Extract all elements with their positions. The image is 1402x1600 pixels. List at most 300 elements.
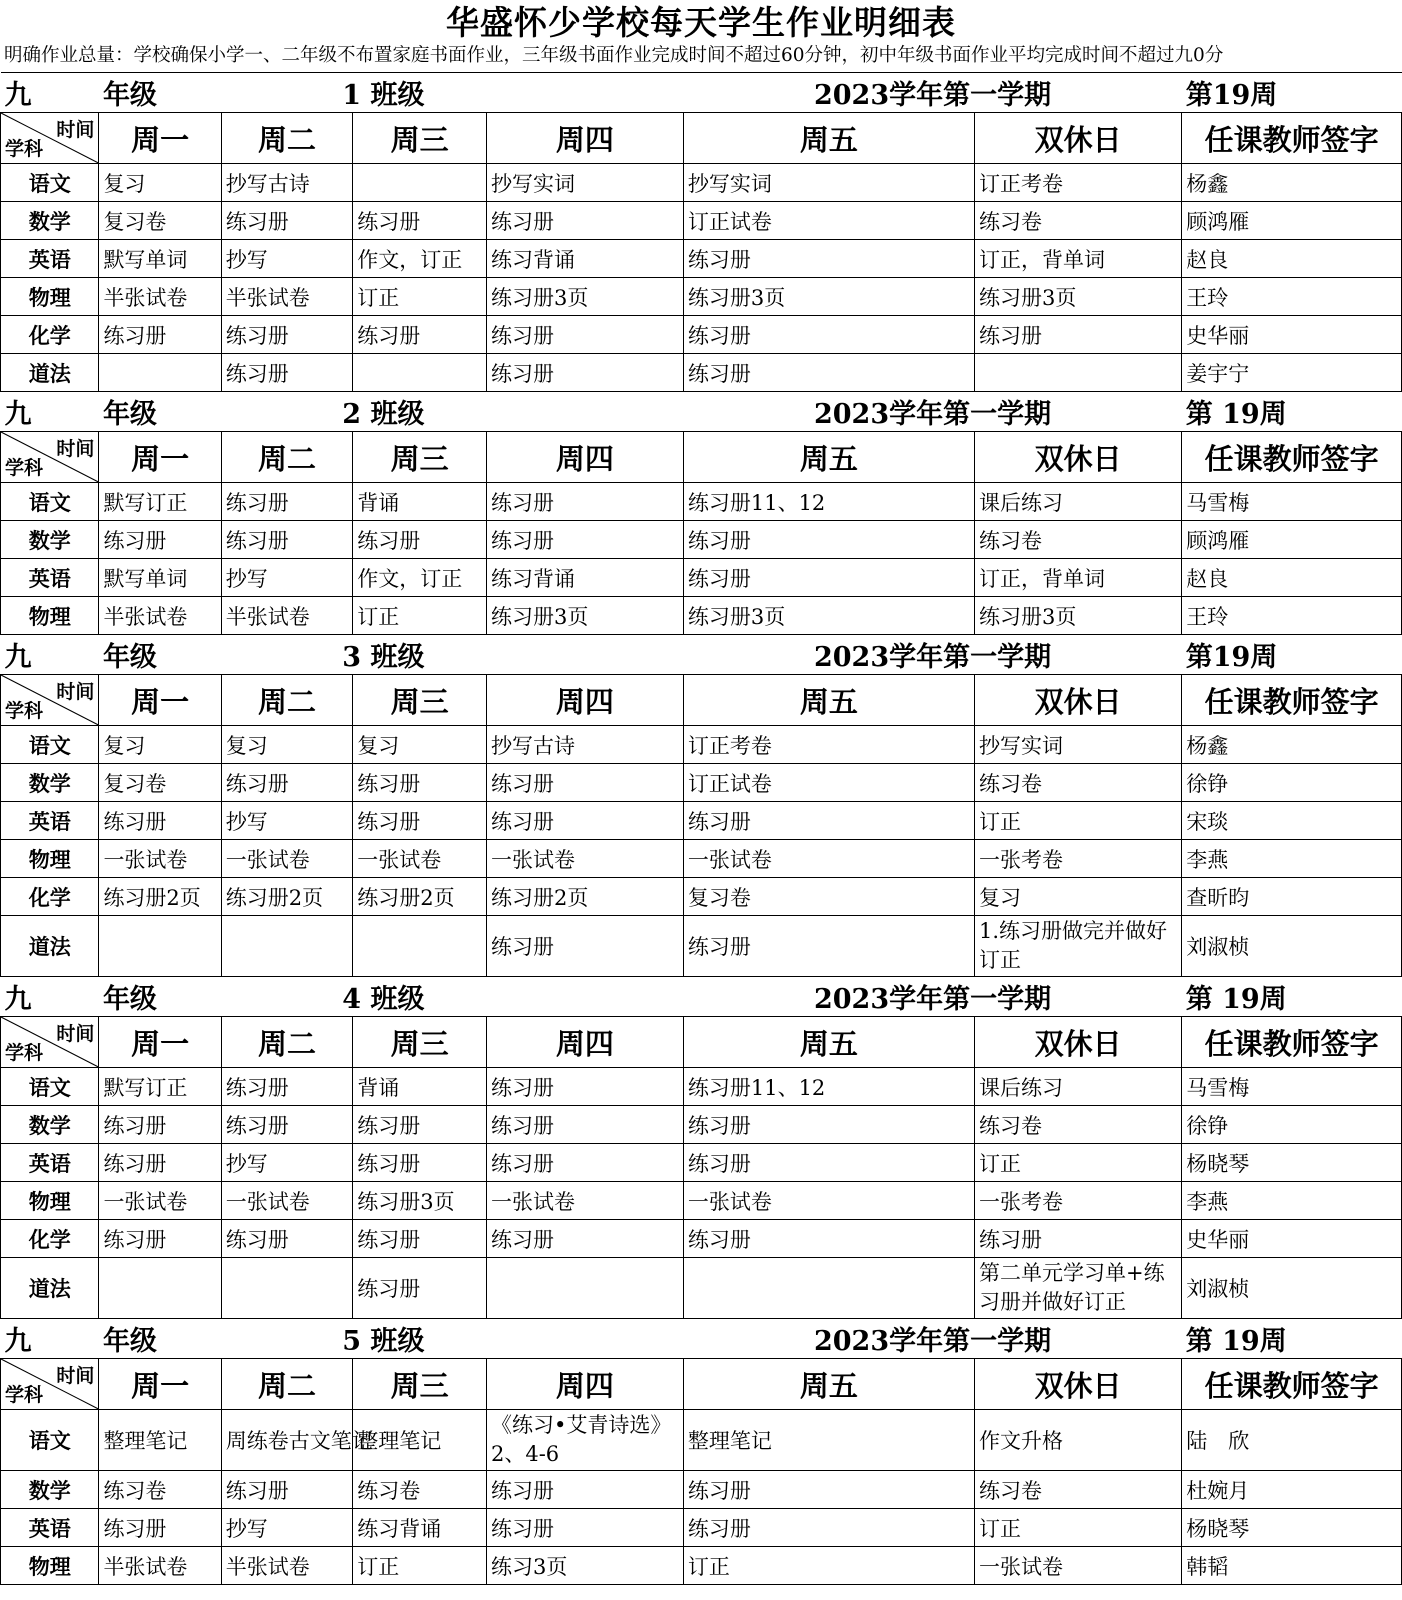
subject-name: 语文	[1, 164, 99, 202]
homework-cell: 默写单词	[99, 240, 221, 278]
homework-cell: 练习册	[221, 1220, 353, 1258]
class-no: 1	[342, 80, 371, 111]
day-header: 双休日	[975, 432, 1182, 483]
subject-row	[1, 1144, 1402, 1182]
homework-cell: 订正	[353, 597, 487, 635]
homework-cell: 复习卷	[99, 764, 221, 802]
teacher-signature: 马雪梅	[1182, 1068, 1402, 1106]
teacher-signature: 杨鑫	[1182, 726, 1402, 764]
homework-cell: 练习卷	[99, 1471, 221, 1509]
teacher-signature: 杨晓琴	[1182, 1509, 1402, 1547]
subject-name: 英语	[1, 1509, 99, 1547]
homework-cell: 作文升格	[975, 1410, 1182, 1471]
subject-name: 语文	[1, 1410, 99, 1471]
homework-cell: 复习	[99, 164, 221, 202]
term-label: 2023学年第一学期	[683, 73, 1181, 113]
homework-cell: 作文，订正	[353, 559, 487, 597]
class-label: 班级	[370, 80, 425, 111]
diagonal-header-cell	[1, 1359, 99, 1410]
day-header: 双休日	[975, 1359, 1182, 1410]
homework-cell: 练习册	[221, 764, 353, 802]
subject-row	[1, 1220, 1402, 1258]
diag-subject-label: 学科	[5, 138, 44, 160]
homework-cell: 练习册3页	[975, 278, 1182, 316]
homework-cell: 练习册3页	[486, 278, 683, 316]
diagonal-header-cell	[1, 113, 99, 164]
homework-cell: 练习册	[221, 1471, 353, 1509]
teacher-signature: 赵良	[1182, 559, 1402, 597]
term-label: 2023学年第一学期	[683, 977, 1181, 1017]
homework-cell: 《练习•艾青诗选》2、4-6	[486, 1410, 683, 1471]
homework-cell: 练习册	[353, 316, 487, 354]
day-header: 周三	[353, 1359, 487, 1410]
term-label: 2023学年第一学期	[683, 635, 1181, 675]
diagonal-header-cell	[1, 675, 99, 726]
homework-cell: 练习册	[221, 521, 353, 559]
subject-row	[1, 726, 1402, 764]
subject-name: 物理	[1, 1547, 99, 1585]
spacer	[486, 73, 683, 113]
teacher-signature: 李燕	[1182, 1182, 1402, 1220]
homework-cell: 练习册	[221, 483, 353, 521]
homework-cell: 练习册	[486, 802, 683, 840]
homework-cell: 练习册2页	[353, 878, 487, 916]
teacher-signature: 刘淑桢	[1182, 1258, 1402, 1319]
homework-cell: 练习卷	[975, 202, 1182, 240]
subject-row	[1, 1106, 1402, 1144]
homework-cell: 练习册	[99, 1509, 221, 1547]
grade-label: 年级	[99, 73, 221, 113]
homework-cell: 抄写	[221, 559, 353, 597]
homework-cell: 练习册	[683, 916, 974, 977]
subject-name: 数学	[1, 521, 99, 559]
subject-row	[1, 1410, 1402, 1471]
day-header-row	[1, 1359, 1402, 1410]
subject-name: 化学	[1, 1220, 99, 1258]
day-header-row	[1, 432, 1402, 483]
class-label: 班级	[370, 984, 425, 1015]
week-label: 第 19周	[1182, 1319, 1402, 1359]
teacher-signature: 杨晓琴	[1182, 1144, 1402, 1182]
homework-cell: 订正试卷	[683, 764, 974, 802]
teacher-signature: 史华丽	[1182, 316, 1402, 354]
subject-name: 英语	[1, 559, 99, 597]
subject-row	[1, 1068, 1402, 1106]
homework-cell: 一张试卷	[99, 840, 221, 878]
homework-cell: 抄写古诗	[486, 726, 683, 764]
week-label: 第 19周	[1182, 392, 1402, 432]
teacher-header: 任课教师签字	[1182, 1359, 1402, 1410]
day-header: 周五	[683, 432, 974, 483]
homework-cell: 订正	[975, 802, 1182, 840]
grade-label: 年级	[99, 1319, 221, 1359]
diag-time-label: 时间	[56, 1365, 95, 1387]
homework-cell: 练习册	[486, 521, 683, 559]
homework-cell: 一张试卷	[683, 1182, 974, 1220]
homework-cell	[353, 354, 487, 392]
homework-cell: 复习	[221, 726, 353, 764]
subject-name: 物理	[1, 597, 99, 635]
day-header: 周二	[221, 675, 353, 726]
homework-cell: 练习册	[683, 316, 974, 354]
homework-cell	[99, 354, 221, 392]
subject-row	[1, 1509, 1402, 1547]
homework-cell: 一张试卷	[221, 1182, 353, 1220]
grade-label: 年级	[99, 635, 221, 675]
subject-name: 物理	[1, 1182, 99, 1220]
homework-cell: 练习册	[486, 1144, 683, 1182]
homework-cell: 1.练习册做完并做好订正	[975, 916, 1182, 977]
homework-cell: 第二单元学习单+练习册并做好订正	[975, 1258, 1182, 1319]
teacher-signature: 杨鑫	[1182, 164, 1402, 202]
homework-cell: 练习册	[221, 316, 353, 354]
homework-cell: 练习卷	[975, 1106, 1182, 1144]
homework-cell	[221, 1258, 353, 1319]
homework-cell: 一张试卷	[99, 1182, 221, 1220]
homework-cell: 练习册	[486, 1106, 683, 1144]
homework-cell: 练习册3页	[683, 597, 974, 635]
class-header-row	[1, 73, 1402, 113]
teacher-header: 任课教师签字	[1182, 675, 1402, 726]
homework-cell: 练习册11、12	[683, 1068, 974, 1106]
homework-cell: 练习册	[486, 202, 683, 240]
day-header: 周五	[683, 113, 974, 164]
subject-row	[1, 521, 1402, 559]
subject-row	[1, 483, 1402, 521]
class-header-row	[1, 392, 1402, 432]
homework-cell: 练习册	[486, 1509, 683, 1547]
homework-cell: 一张试卷	[975, 1547, 1182, 1585]
homework-cell: 练习册	[486, 316, 683, 354]
subject-row	[1, 164, 1402, 202]
spacer	[486, 392, 683, 432]
class-number	[221, 635, 486, 675]
homework-cell: 订正考卷	[975, 164, 1182, 202]
subject-name: 英语	[1, 1144, 99, 1182]
homework-cell: 默写单词	[99, 559, 221, 597]
day-header: 周四	[486, 1359, 683, 1410]
class-no: 3	[342, 642, 371, 673]
day-header: 周四	[486, 675, 683, 726]
grade-value: 九	[1, 635, 99, 675]
homework-table	[0, 72, 1402, 1585]
class-no: 2	[342, 399, 371, 430]
day-header: 周五	[683, 1017, 974, 1068]
day-header: 周一	[99, 432, 221, 483]
subject-name: 物理	[1, 840, 99, 878]
day-header: 周三	[353, 1017, 487, 1068]
teacher-header: 任课教师签字	[1182, 432, 1402, 483]
teacher-signature: 韩韬	[1182, 1547, 1402, 1585]
homework-cell: 练习卷	[975, 521, 1182, 559]
grade-value: 九	[1, 73, 99, 113]
week-label: 第 19周	[1182, 977, 1402, 1017]
diag-subject-label: 学科	[5, 1042, 44, 1064]
subject-row	[1, 840, 1402, 878]
class-no: 5	[342, 1326, 371, 1357]
homework-cell: 练习册	[486, 1471, 683, 1509]
day-header: 周二	[221, 1017, 353, 1068]
spacer	[486, 635, 683, 675]
subject-name: 化学	[1, 878, 99, 916]
homework-cell: 练习册3页	[975, 597, 1182, 635]
subject-name: 英语	[1, 802, 99, 840]
teacher-signature: 姜宇宁	[1182, 354, 1402, 392]
day-header: 双休日	[975, 675, 1182, 726]
subject-row	[1, 316, 1402, 354]
subject-row	[1, 1258, 1402, 1319]
class-header-row	[1, 1319, 1402, 1359]
homework-cell: 复习卷	[99, 202, 221, 240]
day-header: 周二	[221, 1359, 353, 1410]
subject-row	[1, 802, 1402, 840]
subject-name: 语文	[1, 726, 99, 764]
teacher-signature: 顾鸿雁	[1182, 521, 1402, 559]
teacher-signature: 赵良	[1182, 240, 1402, 278]
subject-name: 道法	[1, 1258, 99, 1319]
homework-cell: 一张试卷	[683, 840, 974, 878]
homework-cell	[99, 1258, 221, 1319]
class-number	[221, 73, 486, 113]
homework-cell: 练习册	[99, 1220, 221, 1258]
homework-cell: 练习册	[353, 1258, 487, 1319]
homework-cell: 复习	[975, 878, 1182, 916]
homework-cell: 抄写	[221, 802, 353, 840]
spacer	[486, 977, 683, 1017]
subject-row	[1, 354, 1402, 392]
homework-cell	[975, 354, 1182, 392]
homework-cell: 复习	[353, 726, 487, 764]
class-number	[221, 977, 486, 1017]
day-header: 周一	[99, 113, 221, 164]
homework-cell: 练习背诵	[353, 1509, 487, 1547]
week-label: 第19周	[1182, 73, 1402, 113]
teacher-signature: 马雪梅	[1182, 483, 1402, 521]
homework-cell: 练习册	[221, 354, 353, 392]
homework-cell: 抄写	[221, 1509, 353, 1547]
homework-cell: 练习册2页	[221, 878, 353, 916]
subject-row	[1, 202, 1402, 240]
homework-cell: 练习册	[683, 1220, 974, 1258]
teacher-signature: 查昕昀	[1182, 878, 1402, 916]
homework-cell: 半张试卷	[221, 278, 353, 316]
grade-label: 年级	[99, 977, 221, 1017]
homework-cell: 练习册	[353, 1220, 487, 1258]
homework-cell: 订正	[353, 1547, 487, 1585]
homework-cell: 整理笔记	[353, 1410, 487, 1471]
homework-cell: 练习册2页	[486, 878, 683, 916]
homework-cell: 一张试卷	[221, 840, 353, 878]
homework-cell: 练习册	[221, 1068, 353, 1106]
class-label: 班级	[370, 399, 425, 430]
homework-cell: 练习卷	[353, 1471, 487, 1509]
day-header: 周三	[353, 113, 487, 164]
day-header: 周二	[221, 432, 353, 483]
homework-cell: 练习册	[683, 1509, 974, 1547]
class-label: 班级	[370, 1326, 425, 1357]
diag-subject-label: 学科	[5, 700, 44, 722]
day-header: 周一	[99, 675, 221, 726]
homework-cell: 练习册3页	[353, 1182, 487, 1220]
homework-cell: 背诵	[353, 483, 487, 521]
homework-cell: 订正考卷	[683, 726, 974, 764]
homework-cell: 抄写实词	[683, 164, 974, 202]
homework-cell: 练习册	[99, 316, 221, 354]
homework-cell: 练习册	[486, 1220, 683, 1258]
grade-value: 九	[1, 392, 99, 432]
class-number	[221, 392, 486, 432]
homework-cell: 订正，背单词	[975, 559, 1182, 597]
grade-value: 九	[1, 1319, 99, 1359]
homework-cell	[353, 916, 487, 977]
homework-cell: 一张考卷	[975, 840, 1182, 878]
homework-cell: 练习卷	[975, 764, 1182, 802]
day-header: 双休日	[975, 1017, 1182, 1068]
grade-label: 年级	[99, 392, 221, 432]
teacher-signature: 陆 欣	[1182, 1410, 1402, 1471]
homework-cell: 练习册	[99, 521, 221, 559]
homework-cell: 练习册	[683, 1144, 974, 1182]
subject-row	[1, 878, 1402, 916]
homework-cell: 订正	[353, 278, 487, 316]
homework-cell: 一张试卷	[486, 840, 683, 878]
day-header-row	[1, 113, 1402, 164]
subject-row	[1, 278, 1402, 316]
homework-cell: 练习背诵	[486, 559, 683, 597]
homework-cell: 一张试卷	[486, 1182, 683, 1220]
diag-subject-label: 学科	[5, 1384, 44, 1406]
homework-cell: 练习册	[683, 1471, 974, 1509]
day-header: 周五	[683, 1359, 974, 1410]
homework-cell: 练习册	[683, 521, 974, 559]
subject-name: 语文	[1, 483, 99, 521]
diag-subject-label: 学科	[5, 457, 44, 479]
day-header-row	[1, 675, 1402, 726]
homework-cell	[221, 916, 353, 977]
homework-cell: 课后练习	[975, 483, 1182, 521]
homework-cell: 练习册	[486, 916, 683, 977]
homework-cell: 练习册	[221, 202, 353, 240]
homework-cell: 练习册	[486, 764, 683, 802]
homework-cell: 练习册	[353, 1106, 487, 1144]
subject-name: 道法	[1, 354, 99, 392]
homework-cell: 半张试卷	[221, 1547, 353, 1585]
subject-row	[1, 240, 1402, 278]
homework-cell	[99, 916, 221, 977]
homework-cell: 练习卷	[975, 1471, 1182, 1509]
teacher-signature: 王玲	[1182, 597, 1402, 635]
diag-time-label: 时间	[56, 438, 95, 460]
homework-cell: 订正，背单词	[975, 240, 1182, 278]
homework-cell: 练习册	[975, 316, 1182, 354]
day-header: 周三	[353, 432, 487, 483]
spacer	[486, 1319, 683, 1359]
teacher-signature: 徐铮	[1182, 1106, 1402, 1144]
homework-cell: 练习册	[353, 521, 487, 559]
homework-cell: 订正	[975, 1509, 1182, 1547]
subject-row	[1, 1547, 1402, 1585]
homework-cell: 背诵	[353, 1068, 487, 1106]
homework-cell: 练习册	[683, 354, 974, 392]
homework-cell: 课后练习	[975, 1068, 1182, 1106]
homework-cell: 抄写实词	[486, 164, 683, 202]
day-header: 周四	[486, 1017, 683, 1068]
homework-cell: 练习册	[486, 483, 683, 521]
subject-name: 语文	[1, 1068, 99, 1106]
subject-name: 数学	[1, 202, 99, 240]
subject-row	[1, 1182, 1402, 1220]
homework-cell: 半张试卷	[99, 278, 221, 316]
homework-cell: 练习册	[683, 802, 974, 840]
homework-cell: 抄写古诗	[221, 164, 353, 202]
homework-cell: 练习册2页	[99, 878, 221, 916]
teacher-signature: 刘淑桢	[1182, 916, 1402, 977]
homework-cell: 练习册11、12	[683, 483, 974, 521]
teacher-signature: 杜婉月	[1182, 1471, 1402, 1509]
teacher-signature: 史华丽	[1182, 1220, 1402, 1258]
homework-cell: 练习背诵	[486, 240, 683, 278]
diagonal-header-cell	[1, 432, 99, 483]
homework-cell: 练习册	[99, 1106, 221, 1144]
diag-time-label: 时间	[56, 681, 95, 703]
teacher-signature: 李燕	[1182, 840, 1402, 878]
homework-cell: 抄写实词	[975, 726, 1182, 764]
subject-name: 化学	[1, 316, 99, 354]
homework-cell: 一张试卷	[353, 840, 487, 878]
homework-cell: 练习册3页	[683, 278, 974, 316]
subject-name: 道法	[1, 916, 99, 977]
homework-cell: 周练卷古文笔记	[221, 1410, 353, 1471]
homework-cell: 订正试卷	[683, 202, 974, 240]
homework-cell: 练习册	[486, 354, 683, 392]
homework-cell: 作文，订正	[353, 240, 487, 278]
homework-cell: 练习册	[975, 1220, 1182, 1258]
homework-cell	[353, 164, 487, 202]
class-number	[221, 1319, 486, 1359]
homework-cell: 练习册	[353, 202, 487, 240]
homework-cell: 练习册	[486, 1068, 683, 1106]
subject-name: 数学	[1, 764, 99, 802]
homework-cell: 半张试卷	[99, 597, 221, 635]
teacher-signature: 顾鸿雁	[1182, 202, 1402, 240]
homework-cell: 订正	[683, 1547, 974, 1585]
homework-cell: 抄写	[221, 240, 353, 278]
homework-cell: 练习册	[353, 1144, 487, 1182]
homework-cell: 练习册	[683, 559, 974, 597]
day-header: 周二	[221, 113, 353, 164]
homework-cell: 练习册	[99, 802, 221, 840]
subject-name: 物理	[1, 278, 99, 316]
homework-cell: 订正	[975, 1144, 1182, 1182]
teacher-signature: 徐铮	[1182, 764, 1402, 802]
day-header: 周一	[99, 1359, 221, 1410]
subject-name: 数学	[1, 1471, 99, 1509]
day-header-row	[1, 1017, 1402, 1068]
subject-row	[1, 1471, 1402, 1509]
class-header-row	[1, 635, 1402, 675]
homework-cell: 练习册	[683, 1106, 974, 1144]
class-no: 4	[342, 984, 371, 1015]
homework-cell: 练习册3页	[486, 597, 683, 635]
term-label: 2023学年第一学期	[683, 1319, 1181, 1359]
subject-row	[1, 764, 1402, 802]
day-header: 周一	[99, 1017, 221, 1068]
homework-cell	[486, 1258, 683, 1319]
term-label: 2023学年第一学期	[683, 392, 1181, 432]
subject-row	[1, 597, 1402, 635]
homework-cell: 默写订正	[99, 1068, 221, 1106]
day-header: 双休日	[975, 113, 1182, 164]
